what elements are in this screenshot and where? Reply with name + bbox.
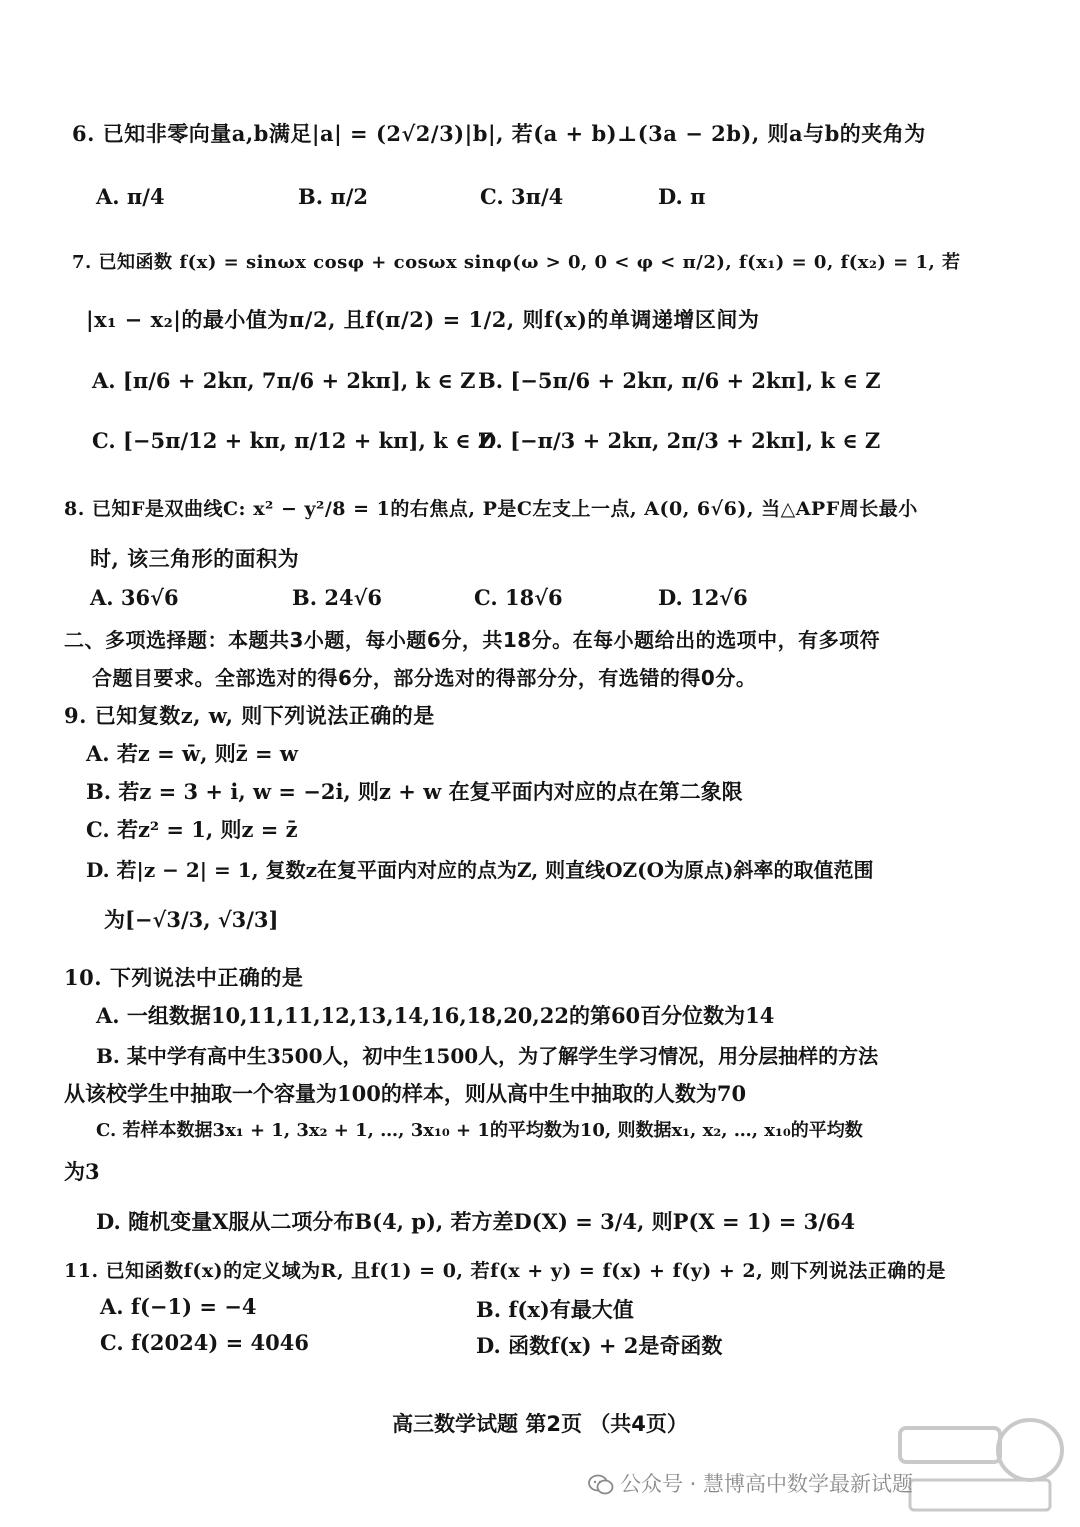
q8-option-c: C. 18√6 [474,585,563,610]
q8-stem-line-2: 时, 该三角形的面积为 [90,546,300,571]
q9-option-d-continued: 为[−√3/3, √3/3] [104,907,279,932]
q7-option-d: D. [−π/3 + 2kπ, 2π/3 + 2kπ], k ∈ Z [478,428,881,453]
wechat-caption [588,1468,913,1498]
q6-option-c: C. 3π/4 [480,184,564,209]
wechat-caption-text: 公众号 · 慧博高中数学最新试题 [620,1472,914,1496]
q9-option-a: A. 若z = w̄, 则z̄ = w [86,741,298,766]
q9-option-c: C. 若z² = 1, 则z = z̄ [86,817,298,842]
q9-stem: 9. 已知复数z, w, 则下列说法正确的是 [64,703,435,728]
q11-option-b: B. f(x)有最大值 [476,1297,634,1322]
q7-option-a: A. [π/6 + 2kπ, 7π/6 + 2kπ], k ∈ Z [92,368,476,393]
q8-option-b: B. 24√6 [292,585,383,610]
watermark-stamp [890,1410,1070,1520]
section2-instructions-line-1: 二、多项选择题：本题共3小题，每小题6分，共18分。在每小题给出的选项中，有多项符 [64,628,881,652]
q6-option-a: A. π/4 [96,184,165,209]
q7-option-c: C. [−5π/12 + kπ, π/12 + kπ], k ∈ Z [92,428,494,453]
q9-option-d: D. 若|z − 2| = 1, 复数z在复平面内对应的点为Z, 则直线OZ(O为原点)斜率的取值范围 [86,858,874,882]
page-footer: 高三数学试题 第2页 （共4页） [392,1412,688,1436]
section2-instructions-line-2: 合题目要求。全部选对的得6分，部分选对的得部分分，有选错的得0分。 [92,666,757,690]
q8-option-d: D. 12√6 [658,585,748,610]
q8-option-a: A. 36√6 [90,585,179,610]
q9-option-b: B. 若z = 3 + i, w = −2i, 则z + w 在复平面内对应的点在第二象限 [86,779,743,804]
q6-stem: 6. 已知非零向量a,b满足|a| = (2√2/3)|b|, 若(a + b)⊥(3a − 2b), 则a与b的夹角为 [72,121,926,146]
wechat-icon [588,1474,614,1496]
q11-option-a: A. f(−1) = −4 [100,1294,257,1319]
q6-option-b: B. π/2 [298,184,369,209]
q6-option-d: D. π [658,184,706,209]
q10-stem: 10. 下列说法中正确的是 [64,965,304,990]
q11-stem: 11. 已知函数f(x)的定义域为R, 且f(1) = 0, 若f(x + y) = f(x) + f(y) + 2, 则下列说法正确的是 [64,1260,946,1282]
q10-option-c-line-2: 为3 [64,1159,100,1184]
q10-option-a: A. 一组数据10,11,11,12,13,14,16,18,20,22的第60百分位数为14 [96,1003,775,1028]
q8-stem-line-1: 8. 已知F是双曲线C: x² − y²/8 = 1的右焦点, P是C左支上一点, A(0, 6√6), 当△APF周长最小 [64,498,918,520]
q10-option-b-line-2: 从该校学生中抽取一个容量为100的样本，则从高中生中抽取的人数为70 [64,1081,747,1106]
q11-option-c: C. f(2024) = 4046 [100,1330,309,1355]
q7-stem-line-1: 7. 已知函数 f(x) = sinωx cosφ + cosωx sinφ(ω > 0, 0 < φ < π/2), f(x₁) = 0, f(x₂) = 1, 若 [72,252,961,273]
q10-option-d: D. 随机变量X服从二项分布B(4, p), 若方差D(X) = 3/4, 则P(X = 1) = 3/64 [96,1209,856,1234]
q10-option-c-line-1: C. 若样本数据3x₁ + 1, 3x₂ + 1, …, 3x₁₀ + 1的平均数为10, 则数据x₁, x₂, …, x₁₀的平均数 [96,1120,863,1141]
q7-option-b: B. [−5π/6 + 2kπ, π/6 + 2kπ], k ∈ Z [478,368,881,393]
q11-option-d: D. 函数f(x) + 2是奇函数 [476,1333,723,1358]
q7-stem-line-2: |x₁ − x₂|的最小值为π/2, 且f(π/2) = 1/2, 则f(x)的单调递增区间为 [86,307,760,332]
q10-option-b-line-1: B. 某中学有高中生3500人，初中生1500人，为了解学生学习情况，用分层抽样的方法 [96,1044,879,1068]
